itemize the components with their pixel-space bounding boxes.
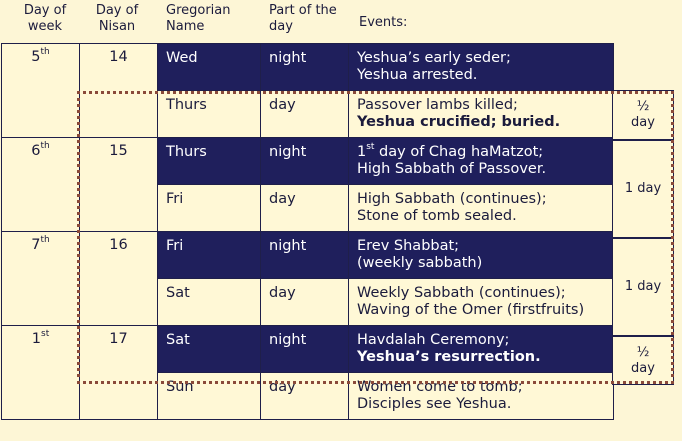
- gregorian-cell: Thurs: [158, 138, 261, 185]
- header-day-of-week: Day of week: [23, 3, 67, 34]
- gregorian-cell: Sat: [158, 326, 261, 373]
- day-of-week-cell: 5th: [2, 44, 80, 138]
- events-cell: 1st day of Chag haMatzot; High Sabbath of Passover.: [349, 138, 614, 185]
- duration-one-day-2: 1 day: [612, 238, 674, 336]
- table-row: [2, 138, 614, 185]
- gregorian-cell: Fri: [158, 232, 261, 279]
- table-row: [2, 44, 614, 91]
- part-of-day-cell: day: [261, 185, 349, 232]
- gregorian-cell: Fri: [158, 185, 261, 232]
- day-of-week-cell: 1st: [2, 326, 80, 420]
- header-day-of-nisan: Day of Nisan: [95, 3, 139, 34]
- day-of-nisan-cell: 14: [80, 44, 158, 138]
- table-row: [2, 326, 614, 373]
- part-of-day-cell: day: [261, 91, 349, 138]
- part-of-day-cell: day: [261, 373, 349, 420]
- events-cell: Havdalah Ceremony; Yeshua’s resurrection.: [349, 326, 614, 373]
- gregorian-cell: Sat: [158, 279, 261, 326]
- day-of-nisan-cell: 16: [80, 232, 158, 326]
- part-of-day-cell: day: [261, 279, 349, 326]
- day-of-week-cell: 7th: [2, 232, 80, 326]
- header-events: Events:: [359, 15, 408, 30]
- duration-one-day-1: 1 day: [612, 140, 674, 238]
- table-row: [2, 232, 614, 279]
- gregorian-cell: Wed: [158, 44, 261, 91]
- events-cell: Weekly Sabbath (continues); Waving of the Omer (firstfruits): [349, 279, 614, 326]
- day-of-nisan-cell: 15: [80, 138, 158, 232]
- gregorian-cell: Thurs: [158, 91, 261, 138]
- part-of-day-cell: night: [261, 44, 349, 91]
- events-cell: Erev Shabbat; (weekly sabbath): [349, 232, 614, 279]
- duration-half-day-2: ½ day: [612, 336, 674, 385]
- header-gregorian-name: Gregorian Name: [166, 3, 231, 34]
- events-cell: Yeshua’s early seder; Yeshua arrested.: [349, 44, 614, 91]
- header-part-of-day: Part of the day: [269, 3, 337, 34]
- duration-half-day-1: ½ day: [612, 90, 674, 140]
- events-cell: Passover lambs killed; Yeshua crucified; buried.: [349, 91, 614, 138]
- events-cell: Women come to tomb; Disciples see Yeshua.: [349, 373, 614, 420]
- day-of-nisan-cell: 17: [80, 326, 158, 420]
- part-of-day-cell: night: [261, 138, 349, 185]
- day-of-week-cell: 6th: [2, 138, 80, 232]
- events-cell: High Sabbath (continues); Stone of tomb sealed.: [349, 185, 614, 232]
- part-of-day-cell: night: [261, 232, 349, 279]
- part-of-day-cell: night: [261, 326, 349, 373]
- passion-week-table: [1, 43, 614, 420]
- gregorian-cell: Sun: [158, 373, 261, 420]
